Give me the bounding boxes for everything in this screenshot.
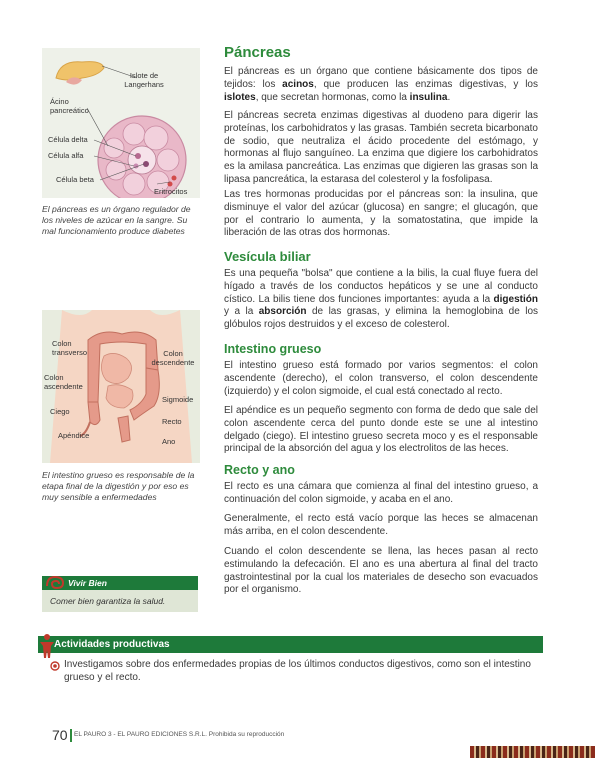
footer-divider [70,729,72,742]
heading-intestino: Intestino grueso [224,342,322,356]
page-number: 70 [52,727,68,743]
pancreas-paragraph-3: Las tres hormonas producidas por el páncreas son: la insulina, que disminuye el valor del azúcar (glucosa) en sangre; el glucagón, que por el contrario lo aumenta, y la somatostatina, que impide la liberación de las otras dos hormonas. [224,189,538,239]
actividades-text: Investigamos sobre dos enfermedades propias de los últimos conductos digestivos, como son el intestino grueso y el recto. [64,659,531,683]
recto-paragraph-3: Cuando el colon descendente se llena, las heces pasan al recto estimulando la defecación. El ano es una abertura al final del tracto gastrointestinal por la cual los materiales de desecho son evacuados por el organismo. [224,546,538,596]
vesicula-paragraph-1: Es una pequeña "bolsa" que contiene a la bilis, la cual fluye fuera del hígado a través de los conductos hepáticos y se une al conducto cístico. La bilis tiene dos funciones importantes: ayuda a la digestión y a la absorción de las grasas, y elimina la hemoglobina de los glóbulos rojos destruidos y el exceso de colesterol. [224,268,538,331]
label-ascendente: Colon ascendente [44,373,83,391]
intestine-illustration [42,310,200,463]
label-delta: Célula delta [48,135,88,144]
actividades-box [38,632,543,692]
intestine-caption: El intestino grueso es responsable de la etapa final de la digestión y por eso es muy sensible a enfermedades [42,470,195,502]
label-transverso: Colon transverso [52,339,88,357]
intestino-paragraph-1: El intestino grueso está formado por varios segmentos: el colon ascendente (derecho), el colon transverso, el colon descendente (izquierdo) y el colon sigmoide, el cual está conectado al recto. [224,360,538,397]
label-islote: Islote de Langerhans [124,71,164,89]
label-recto: Recto [162,417,182,426]
pancreas-paragraph-1: El páncreas es un órgano que contiene básicamente dos tipos de tejidos: los acinos, que producen las enzimas digestivas, y los islotes, que secretan hormonas, como la insulina. [224,66,538,103]
pancreas-caption: El páncreas es un órgano regulador de los niveles de azúcar en la sangre. Su mal funcionamiento produce diabetes [42,204,191,236]
vivir-bien-box [42,576,198,612]
label-eritrocitos: Eritrocitos [154,187,188,196]
decorative-band [470,746,595,758]
actividades-title: Actividades productivas [54,639,170,650]
heading-pancreas: Páncreas [224,44,291,61]
pancreas-paragraph-2: El páncreas secreta enzimas digestivas al duodeno para digerir las proteínas, los carbohidratos y las grasas. También secreta bicarbonato de sodio, que neutraliza el ácido procedente del estómago, y hormonas al flujo sanguíneo. La enzima que digiere los carbohidratos es la amilasa pancreática. Las enzimas que digieren las grasas son la lipasa pancreática, la estarasa del colesterol y la fosfolipasa. [224,110,538,185]
vivir-bien-text: Comer bien garantiza la salud. [50,596,166,606]
heading-recto: Recto y ano [224,463,295,477]
label-ano: Ano [162,437,176,446]
recto-paragraph-2: Generalmente, el recto está vacío porque las heces se almacenan más arriba, en el colon descendente. [224,513,538,537]
bullet-icon [50,661,60,671]
footer-text: EL PAURO 3 - EL PAURO EDICIONES S.R.L. Prohibida su reproducción [74,731,285,738]
label-apendice: Apéndice [58,431,90,440]
heading-vesicula: Vesícula biliar [224,249,311,264]
vivir-bien-title: Vivir Bien [68,578,107,588]
label-descendente: Colon descendente [151,349,195,367]
label-acino: Ácino pancreático [50,97,89,115]
label-alfa: Célula alfa [48,151,84,160]
label-ciego: Ciego [50,407,70,416]
label-beta: Célula beta [56,175,94,184]
intestino-paragraph-2: El apéndice es un pequeño segmento con forma de dedo que sale del colon ascendente cerca del punto donde este se une al intestino delgado (ciego). El intestino grueso secreta moco y es el responsable principal de la absorción del agua y los electrolitos de las heces. [224,405,538,455]
pancreas-illustration [42,48,200,198]
spiral-icon [44,574,66,590]
recto-paragraph-1: El recto es una cámara que comienza al final del intestino grueso, a continuación del colon sigmoide, y acaba en el ano. [224,481,538,505]
label-sigmoide: Sigmoide [162,395,194,404]
